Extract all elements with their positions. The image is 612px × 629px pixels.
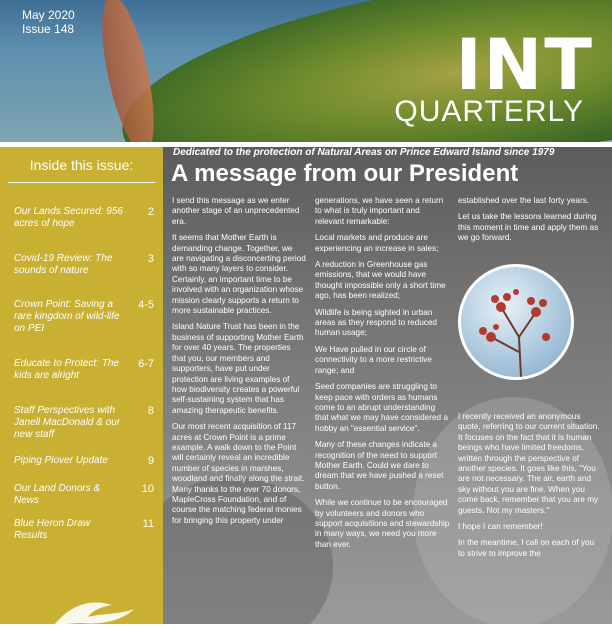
article-column-1 bbox=[172, 196, 306, 532]
toc-page: 2 bbox=[147, 206, 154, 218]
toc-title: Covid-19 Review: The sounds of nature bbox=[14, 253, 113, 276]
toc-page: 9 bbox=[147, 455, 154, 467]
toc-page: 8 bbox=[147, 405, 154, 417]
issue-info bbox=[22, 8, 75, 36]
toc-item-covid-review[interactable] bbox=[14, 253, 162, 277]
paragraph: I send this message as we enter another stage of an unprecedented era. bbox=[172, 196, 300, 226]
paragraph: It seems that Mother Earth is demanding change. Together, we are navigating a disconcerting period with so many layers to consider. Certainly, an important time to be involved with an organization whose mission clearly supports a return to more sustainable practices. bbox=[172, 233, 306, 316]
toc-title: Staff Perspectives with Janell MacDonald & our new staff bbox=[14, 405, 121, 440]
article-column-3-top bbox=[458, 196, 603, 250]
toc-page: 10 bbox=[141, 483, 154, 495]
toc-title: Our Land Donors & News bbox=[14, 483, 101, 506]
contents-divider bbox=[8, 182, 155, 183]
paragraph: generations, we have seen a return to what is truly important and relevant remarkable: bbox=[315, 196, 444, 226]
paragraph: Local markets and produce are experiencing an increase in sales; bbox=[315, 233, 439, 253]
article-column-2 bbox=[315, 196, 451, 556]
paragraph: Wildlife is being sighted in urban areas as they respond to reduced human usage; bbox=[315, 307, 437, 338]
toc-page: 11 bbox=[142, 518, 154, 530]
maple-flower-photo bbox=[458, 264, 574, 380]
paragraph: Let us take the lessons learned during this moment in time and apply them as we go forward. bbox=[458, 212, 599, 243]
toc-title: Blue Heron Draw Results bbox=[14, 518, 91, 541]
toc-page: 6-7 bbox=[138, 358, 154, 370]
toc-title: Piping Plover Update bbox=[14, 455, 108, 466]
paragraph: In the meantime, I call on each of you to strive to improve the bbox=[458, 538, 595, 558]
toc-item-crown-point[interactable] bbox=[14, 299, 162, 335]
contents-heading: Inside this issue: bbox=[29, 157, 134, 173]
red-cliff bbox=[92, 0, 164, 142]
issue-number: Issue 148 bbox=[22, 22, 75, 36]
paragraph: I recently received an anonymous quote, referring to our current situation. It focuses on the fact that it is human beings who have limited freedoms, written through the perspective of another species. It goes like this, "You are not necessary. The air, earth and sky without you are fine. When you come back, remember that you are my guests. Not my masters." bbox=[458, 412, 600, 515]
toc-item-piping-plover[interactable] bbox=[14, 455, 162, 467]
paragraph: Island Nature Trust has been in the business of supporting Mother Earth for over 40 years. The properties that you, our members and supporters, have put under protection are living examples of how biodiversity creates a powerful self-sustaining system that has amazing therapeutic benefits. bbox=[172, 322, 304, 415]
paragraph: Our most recent acquisition of 117 acres at Crown Point is a prime example. A walk down to the Point will certainly reveal an incredible number of species in marshes, woodland and finally along the strait. Many thanks to the over 70 donors, MapleCross Foundation, and of course the matching federal monies for bringing this property under bbox=[172, 422, 305, 525]
paragraph: We Have pulled in our circle of connectivity to a more restrictive range; and bbox=[315, 344, 432, 375]
toc-title: Our Lands Secured: 956 acres of hope bbox=[14, 206, 123, 229]
masthead-subtitle: QUARTERLY bbox=[394, 95, 584, 128]
paragraph: A reduction in Greenhouse gas emissions, that we would have thought impossible only a short time ago, has been realized; bbox=[315, 260, 446, 301]
issue-date: May 2020 bbox=[22, 8, 75, 22]
toc-page: 3 bbox=[147, 253, 154, 265]
toc-item-lands-secured[interactable] bbox=[14, 206, 162, 230]
article-column-3-bottom bbox=[458, 412, 603, 565]
toc-item-staff-perspectives[interactable] bbox=[14, 405, 162, 441]
toc-title: Educate to Protect: The kids are alright bbox=[14, 358, 120, 381]
flower-branch-icon bbox=[461, 267, 571, 377]
paragraph: Seed companies are struggling to keep pace with orders as humans come to an abrupt understanding that what we may have considered a hobby an "essential service". bbox=[315, 382, 448, 433]
article-panel bbox=[163, 147, 612, 624]
article-title: A message from our President bbox=[171, 160, 519, 187]
paragraph: Many of these changes indicate a recognition of the need to support Mother Earth. Could we dare to dream that we have pushed a reset button. bbox=[315, 440, 444, 491]
paragraph: I hope I can remember! bbox=[458, 522, 543, 532]
cover-photo bbox=[0, 0, 612, 142]
paragraph: While we continue to be encouraged by volunteers and donors who support acquisitions and stewardship in many ways, we need you more than ever. bbox=[315, 498, 450, 549]
masthead-title: INT bbox=[455, 24, 594, 106]
toc-item-land-donors[interactable] bbox=[14, 483, 162, 507]
toc-page: 4-5 bbox=[138, 299, 154, 311]
toc-title: Crown Point: Saving a rare kingdom of wild-life on PEI bbox=[14, 299, 120, 334]
toc-item-educate[interactable] bbox=[14, 358, 162, 382]
paragraph: established over the last forty years. bbox=[458, 196, 590, 205]
sidebar-contents bbox=[0, 147, 163, 624]
toc-item-blue-heron[interactable] bbox=[14, 518, 162, 542]
dedication-line: Dedicated to the protection of Natural Areas on Prince Edward Island since 1979 bbox=[173, 147, 555, 158]
